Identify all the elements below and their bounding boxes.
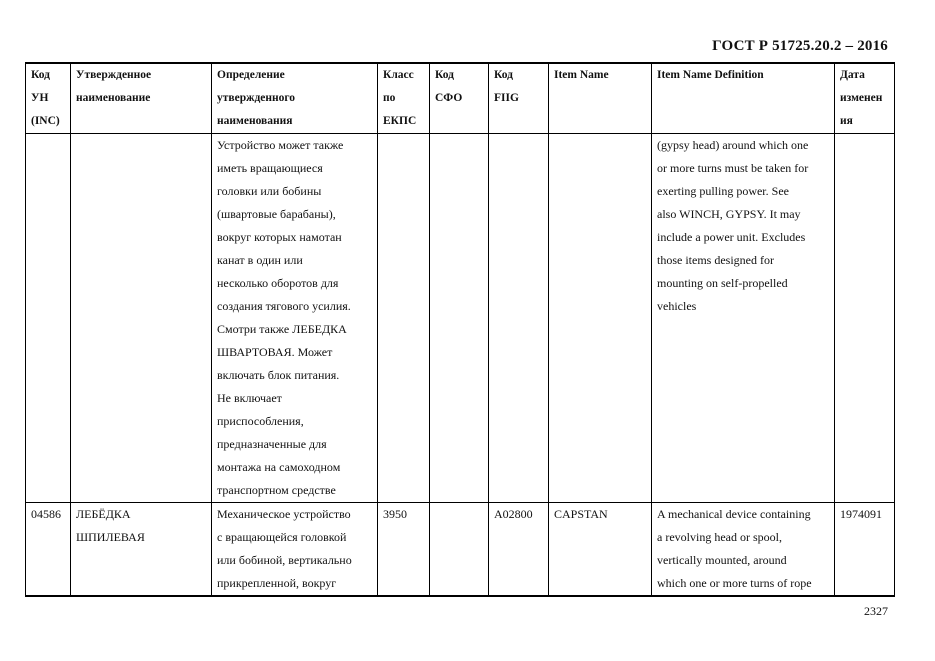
header-approved-name: Утвержденное наименование xyxy=(71,63,212,134)
cell-fiig-code: A02800 xyxy=(489,503,549,597)
cell-item-name: CAPSTAN xyxy=(549,503,652,597)
header-inc: Код УН (INC) xyxy=(26,63,71,134)
table-header-row xyxy=(26,63,895,134)
cell-ekps-class: 3950 xyxy=(378,503,430,597)
cell-sfo-code xyxy=(430,134,489,503)
cell-sfo-code xyxy=(430,503,489,597)
header-item-name-definition: Item Name Definition xyxy=(652,63,835,134)
cell-ekps-class xyxy=(378,134,430,503)
cell-fiig-code xyxy=(489,134,549,503)
cell-change-date: 1974091 xyxy=(835,503,895,597)
table-row xyxy=(26,134,895,503)
header-fiig-code: Код FIIG xyxy=(489,63,549,134)
catalog-table xyxy=(25,62,895,597)
header-sfo-code: Код СФО xyxy=(430,63,489,134)
page-number: 2327 xyxy=(864,604,888,618)
cell-approved-name: ЛЕБЁДКА ШПИЛЕВАЯ xyxy=(71,503,212,597)
table-row xyxy=(26,503,895,597)
header-definition-ru: Определение утвержденного наименования xyxy=(212,63,378,134)
cell-item-name-definition: A mechanical device containing a revolving head or spool, vertically mounted, around which one or more turns of rope xyxy=(652,503,835,597)
header-ekps-class: Класс по ЕКПС xyxy=(378,63,430,134)
cell-definition-ru: Механическое устройство с вращающейся головкой или бобиной, вертикально прикрепленной, вокруг xyxy=(212,503,378,597)
cell-inc xyxy=(26,134,71,503)
header-item-name: Item Name xyxy=(549,63,652,134)
cell-item-name-definition: (gypsy head) around which one or more turns must be taken for exerting pulling power. See also WINCH, GYPSY. It may include a power unit. Excludes those items designed for mounting on self-propelled vehicles xyxy=(652,134,835,503)
document-standard-header: ГОСТ Р 51725.20.2 – 2016 xyxy=(712,38,888,54)
cell-item-name xyxy=(549,134,652,503)
cell-definition-ru: Устройство может также иметь вращающиеся головки или бобины (швартовые барабаны), вокруг которых намотан канат в один или несколько оборотов для создания тягового усилия. Смотри также ЛЕБЕДКА ШВАРТОВАЯ. Может включать блок питания. Не включает приспособления, предназначенные для монтажа на самоходном транспортном средстве xyxy=(212,134,378,503)
cell-approved-name xyxy=(71,134,212,503)
cell-change-date xyxy=(835,134,895,503)
cell-inc: 04586 xyxy=(26,503,71,597)
header-change-date: Дата изменен ия xyxy=(835,63,895,134)
